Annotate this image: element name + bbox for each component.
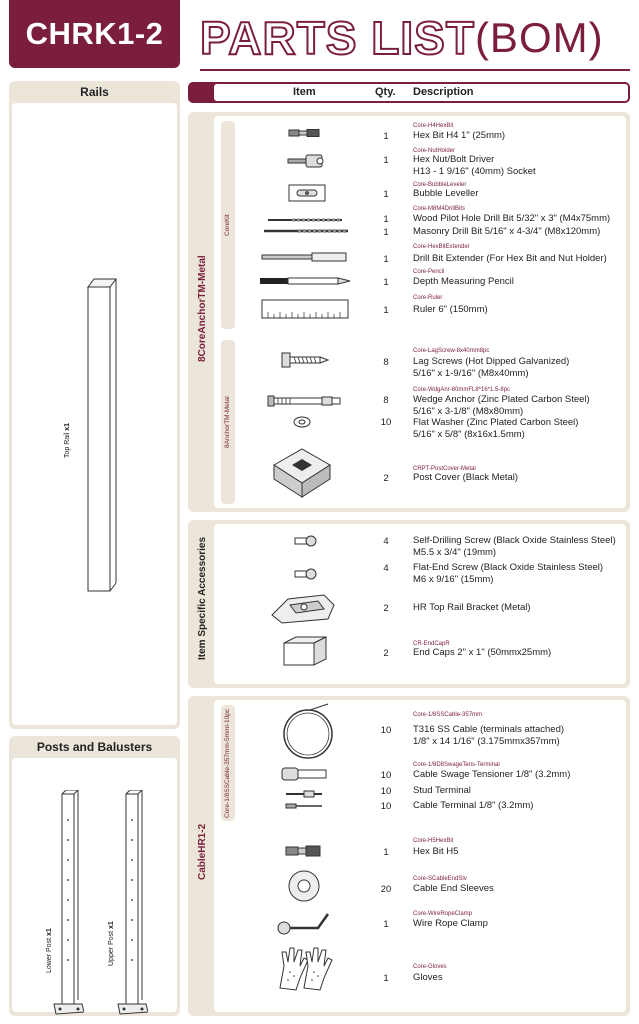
section-anchor (188, 112, 630, 512)
section-accessories-label: Item Specific Accessories (197, 536, 208, 660)
flat-end-screw-icon (293, 568, 317, 580)
nut-driver-icon (286, 153, 326, 169)
title-parts-list: PARTS LIST (200, 12, 475, 64)
terminal-desc: Cable Terminal 1/8" (3.2mm) (413, 800, 534, 811)
title-underline (200, 69, 630, 71)
clamp-desc: Wire Rope Clamp (413, 918, 488, 929)
washer-qty: 10 (380, 417, 392, 428)
bubble-desc: Bubble Leveller (413, 188, 479, 199)
terminal-qty: 10 (380, 801, 392, 812)
ruler-code: Core-Ruler (413, 295, 443, 301)
tensioner-code: Core-1/8D8SwageTens-Terminal (413, 762, 500, 768)
section-cable-label: CableHR1-2 (197, 823, 208, 880)
gloves-icon (274, 944, 338, 994)
drillbits-desc-1: Wood Pilot Hole Drill Bit 5/32" x 3" (M4x75mm) (413, 213, 611, 224)
bubble-code: Core-BubbleLeveler (413, 182, 467, 188)
section-cable (188, 696, 630, 1016)
lagscrew-code: Core-LagScrew-8x40mm8pc (413, 348, 490, 354)
cable-desc-1: T316 SS Cable (terminals attached) (413, 724, 565, 735)
wedge-desc-2: 5/16" x 3-1/8" (M8x80mm) (413, 406, 524, 417)
cable-terminal-icon (284, 801, 324, 811)
endcaps-desc: End Caps 2" x 1" (50mmx25mm) (413, 647, 552, 658)
clamp-qty: 1 (383, 919, 389, 930)
drillbits-code: Core-M8M4DrillBits (413, 206, 466, 212)
gloves-qty: 1 (383, 973, 389, 984)
cable-subgroup-label: Core-1/8SSCable-357mm-5mml-10pc (224, 708, 231, 818)
page-title (200, 10, 604, 66)
wedge-desc-1: Wedge Anchor (Zinc Plated Carbon Steel) (413, 394, 590, 405)
rails-panel-body (12, 103, 177, 725)
column-item: Item (293, 86, 316, 98)
cable-qty: 10 (380, 725, 392, 736)
end-cap-icon (280, 633, 330, 667)
hexbit-h5-qty: 1 (383, 847, 389, 858)
wedge-qty: 8 (383, 395, 389, 406)
clamp-code: Core-WireRopeClamp (413, 911, 473, 917)
selfdrill-desc-2: M5.5 x 3/4" (19mm) (413, 547, 497, 558)
stud-terminal-icon (284, 790, 324, 798)
lower-post-name: Lower Post (46, 937, 53, 973)
ruler-qty: 1 (383, 305, 389, 316)
top-rail-bracket-icon (268, 591, 338, 625)
self-drilling-screw-icon (293, 535, 317, 547)
hexbit-h5-desc: Hex Bit H5 (413, 846, 459, 857)
drill-bits-icon (262, 214, 352, 236)
pencil-desc: Depth Measuring Pencil (413, 276, 514, 287)
hexbit-h4-desc: Hex Bit H4 1" (25mm) (413, 130, 506, 141)
gloves-desc: Gloves (413, 972, 443, 983)
lag-screw-icon (280, 351, 330, 369)
postcover-qty: 2 (383, 473, 389, 484)
nutholder-desc-2: H13 - 1 9/16" (40mm) Socket (413, 166, 536, 177)
top-rail-qty: x1 (64, 422, 71, 431)
lower-post-qty: x1 (46, 928, 53, 937)
sleeves-desc: Cable End Sleeves (413, 883, 494, 894)
rails-panel-title: Rails (80, 85, 109, 99)
bubble-qty: 1 (383, 189, 389, 200)
model-number: CHRK1-2 (25, 16, 164, 51)
title-bom: (BOM) (474, 14, 604, 61)
extender-desc: Drill Bit Extender (For Hex Bit and Nut Holder) (413, 253, 607, 264)
ruler-desc: Ruler 6" (150mm) (413, 304, 488, 315)
rails-panel (9, 81, 180, 729)
upper-post-qty: x1 (108, 921, 115, 930)
extender-code: Core-HexBitExtender (413, 244, 470, 250)
postcover-code: CRPT-PostCover-Metal (413, 466, 476, 472)
ruler-icon (260, 298, 350, 320)
wedge-anchor-icon (264, 390, 344, 430)
selfdrill-desc-1: Self-Drilling Screw (Black Oxide Stainless Steel) (413, 535, 616, 546)
corekit-label: CoreKit (224, 214, 231, 236)
swage-tensioner-icon (280, 764, 330, 784)
pencil-code: Core-Pencil (413, 269, 445, 275)
wire-rope-clamp-icon (274, 910, 334, 940)
hex-bit-h5-icon (284, 844, 324, 858)
flatend-qty: 4 (383, 563, 389, 574)
hex-bit-icon (287, 127, 323, 139)
hexbit-h5-code: Core-H5HexBit (413, 838, 454, 844)
washer-desc-1: Flat Washer (Zinc Plated Carbon Steel) (413, 417, 579, 428)
wedge-code: Core-WdgAnr-80mmFL8*16*1.5-8pc (413, 387, 511, 393)
flatend-desc-1: Flat-End Screw (Black Oxide Stainless Steel) (413, 562, 604, 573)
cable-coil-icon (280, 702, 336, 762)
nutholder-desc-1: Hex Nut/Bolt Driver (413, 154, 495, 165)
post-cover-icon (270, 443, 334, 501)
column-description: Description (413, 86, 474, 98)
lagscrew-desc-2: 5/16" x 1-9/16" (M8x40mm) (413, 368, 529, 379)
column-qty: Qty. (375, 86, 396, 98)
lagscrew-qty: 8 (383, 357, 389, 368)
lagscrew-desc-1: Lag Screws (Hot Dipped Galvanized) (413, 356, 570, 367)
drillbits-qty-1: 1 (383, 214, 389, 225)
nutholder-code: Core-NutHolder (413, 148, 456, 154)
endcaps-code: CR-EndCapR (413, 641, 450, 647)
stud-qty: 10 (380, 786, 392, 797)
washer-desc-2: 5/16" x 5/8" (8x16x1.5mm) (413, 429, 525, 440)
pencil-icon (258, 276, 352, 286)
posts-panel-body (12, 758, 177, 1012)
nutholder-qty: 1 (383, 155, 389, 166)
bubble-level-icon (287, 183, 327, 203)
section-anchor-label: 8CoreAnchorTM-Metal (197, 255, 208, 362)
endcaps-qty: 2 (383, 648, 389, 659)
top-rail-name: Top Rail (64, 432, 71, 458)
tensioner-desc: Cable Swage Tensioner 1/8" (3.2mm) (413, 769, 571, 780)
cable-sleeve-icon (286, 868, 322, 904)
sleeves-code: Core-SCableEndSlv (413, 876, 467, 882)
anchor-subgroup-label: 8AnchorTM-Metal (224, 396, 231, 448)
drillbits-qty-2: 1 (383, 227, 389, 238)
selfdrill-qty: 4 (383, 536, 389, 547)
upper-post-image (116, 790, 148, 1020)
lower-post-image (52, 790, 84, 1020)
bracket-desc: HR Top Rail Bracket (Metal) (413, 602, 531, 613)
hexbit-h4-code: Core-H4HexBit (413, 123, 454, 129)
posts-panel-title: Posts and Balusters (36, 740, 153, 754)
top-rail-image (80, 273, 120, 593)
gloves-code: Core-Gloves (413, 964, 447, 970)
upper-post-name: Upper Post (108, 930, 115, 966)
drill-extender-icon (260, 251, 350, 263)
sleeves-qty: 20 (380, 884, 392, 895)
hexbit-h4-qty: 1 (383, 131, 389, 142)
stud-desc: Stud Terminal (413, 785, 471, 796)
table-header (188, 82, 630, 103)
top-rail-label (64, 423, 71, 458)
postcover-desc: Post Cover (Black Metal) (413, 472, 519, 483)
flatend-desc-2: M6 x 9/16" (15mm) (413, 574, 494, 585)
bracket-qty: 2 (383, 603, 389, 614)
cable-code: Core-1/8SSCable-357mm (413, 712, 483, 718)
tensioner-qty: 10 (380, 770, 392, 781)
cable-desc-2: 1/8" x 14 1/16" (3.175mmx357mm) (413, 736, 560, 747)
upper-post-label (108, 921, 115, 966)
posts-panel (9, 736, 180, 1016)
extender-qty: 1 (383, 254, 389, 265)
lower-post-label (46, 928, 53, 973)
drillbits-desc-2: Masonry Drill Bit 5/16" x 4-3/4" (M8x120mm) (413, 226, 601, 237)
model-badge (9, 0, 180, 68)
pencil-qty: 1 (383, 277, 389, 288)
